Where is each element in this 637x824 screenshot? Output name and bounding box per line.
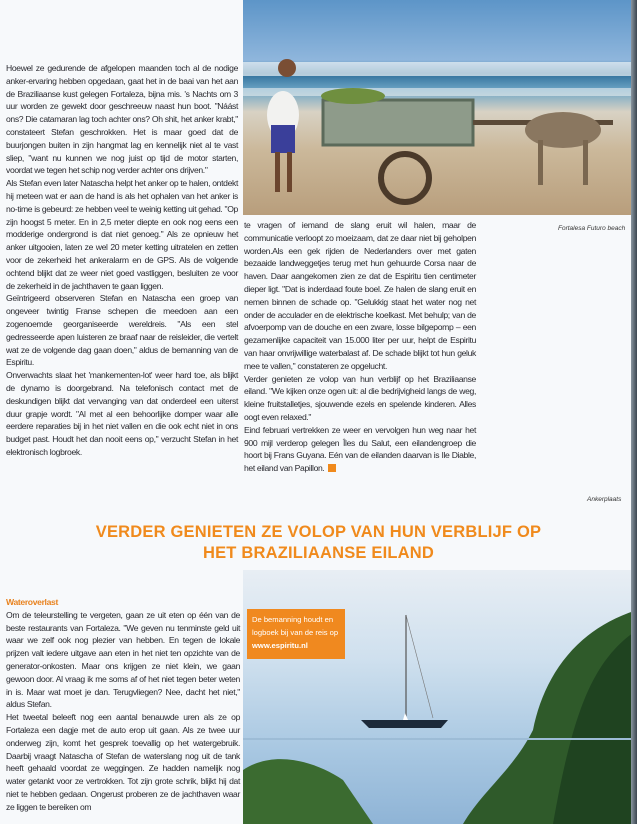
heading-line: HET BRAZILIAANSE EILAND bbox=[202, 544, 435, 562]
paragraph: Onverwachts slaat het 'mankementen-lot' weer hard toe, als blijkt de dynamo is doorgebrand. Na telefonisch contact met de deskundigen blijkt dat vervanging van dat onderdeel een uiterst duur grapje wordt. "Al met al een behoorlijke domper waar alle eerdere reparaties bij in het niet vallen en die ook echt niet in ons budget past. Houdt het dan nooit eens op," verzucht Stefan in het elektronisch logbroek. bbox=[6, 370, 238, 457]
paragraph: Verder genieten ze volop van hun verblijf op het Braziliaanse eiland. "We kijken onze ogen uit: al die bedrijvigheid langs de weg, kleine fruitstalletjes, sjouwende ezels en spelende kinderen. Alles oogt even relaxed." bbox=[244, 373, 476, 422]
paragraph: Geïntrigeerd observeren Stefan en Natascha een groep van ongeveer twintig Franse schepen die meedoen aan een zogenoemde georganiseerde wereldreis. "Als een stel gedresseerde apen luisteren ze braaf naar de reisleider, die vertelt wat ze de volgende dag gaan doen," aldus de bemanning van de Espiritu. bbox=[6, 293, 238, 368]
pull-quote-heading bbox=[0, 522, 637, 564]
website-link[interactable]: www.espiritu.nl bbox=[252, 641, 308, 650]
paragraph: Eind februari vertrekken ze weer en vervolgen hun weg naar het 900 mijl verderop gelegen Îles du Salut, een eilandengroep die hoort bij Frans Guyana. Eén van de eilanden daarvan is Ile Diable, het eiland van Papillon. bbox=[244, 424, 476, 474]
paragraph: Hoewel ze gedurende de afgelopen maanden toch al de nodige anker-ervaring hebben opgedaan, gaat het in de baai van het aan de Braziliaanse kust gelegen Fortaleza, bijna mis. 's Nachts om 3 uur worden ze gewekt door geschreeuw naast hun boot. "Náást ons? Die catamaran lag toch achter ons? Oh shit, het anker krabt," constateert Stefan geschrokken. Het is maar goed dat de buurjongen buiten in zijn hangmat lag en kennelijk niet al te vast sliep, "want nu kunnen we nog juist op tijd de motor starten, voordat we tegen het schip nog verder achter ons drijven." bbox=[6, 63, 238, 176]
photo-caption: Fortalesa Futuro beach bbox=[558, 225, 626, 232]
paragraph: Het tweetal beleeft nog een aantal benauwde uren als ze op Fortaleza een dagje met de auto erop uit gaan. Als ze twee uur onderweg zijn, komt het gesprek toevallig op het watergebruik. Daarbij vraagt Natascha of Stefan de waterslang nog uit de tank heeft gehaald voordat ze weggingen. Ze hadden namelijk nog water getankt voor ze vertrokken. Tot zijn grote schrik, blijkt hij dat niet te hebben gedaan. Ongerust proberen ze de jachthaven waar ze liggen te bereiken om bbox=[6, 712, 240, 812]
subheading: Wateroverlast bbox=[6, 597, 58, 607]
photo-illustration bbox=[243, 0, 631, 215]
heading-line: VERDER GENIETEN ZE VOLOP VAN HUN VERBLIJF OP bbox=[95, 523, 542, 541]
article-column-3 bbox=[6, 596, 240, 814]
photo-caption: Ankerplaats bbox=[587, 496, 622, 503]
article-column-2 bbox=[244, 219, 476, 475]
paragraph: Als Stefan even later Natascha helpt het anker op te halen, ontdekt hij meteen wat er aan de hand is als het ophalen van het anker is no-time is gebeurd: ze hebben veel te weinig ketting uit gehad. "Op zijn hoogst 5 meter. En in 2,5 meter diepte en ook nog eens een modderige ondergrond is dat niet genoeg." Als ze opnieuw het anker uitgooien, laten ze wel 20 meter ketting uitratelen en zetten voor de zekerheid het ankeralarm en de GPS. Als de volgende ochtend blijkt dat ze weer niet goed vastliggen, besluiten ze voor de zekerheid in de jachthaven te gaan liggen. bbox=[6, 178, 238, 291]
article-column-1 bbox=[6, 62, 238, 459]
info-box bbox=[247, 609, 345, 659]
end-mark-icon bbox=[328, 464, 336, 472]
paragraph: Om de teleurstelling te vergeten, gaan ze uit eten op één van de beste restaurants van Fortaleza. "We geven nu tenminste geld uit waar we zelf ook nog plezier van hebben. En tegen de lokale prijzen valt iedere uitgave aan eten in het niet ten opzichte van de generator-onkosten. Maar ons krijgen ze niet klein, we gaan gewoon door. Al vraag ik me soms af of het niet tegen beter weten in is. Maar wat moet je dan. Terugvliegen? Nee, dacht het niet," aldus Stefan. bbox=[6, 609, 240, 710]
page-edge bbox=[631, 0, 637, 824]
paragraph: te vragen of iemand de slang eruit wil halen, maar de communicatie verloopt zo moeizaam, dat ze daar niet bij geholpen worden.Als een gek rijden de Nederlanders over met gaten bezaaide landweggetjes terug met hun gehuurde Corsa naar de haven. Daar aangekomen zien ze dat de Espiritu tien centimeter dieper ligt. "Dat is inderdaad foute boel. Ze halen de slang eruit en nemen binnen de schade op. "Gelukkig staat het water nog net onder de acculader en de elektrische koelkast. Met behulp; van de afvoerpomp van de douche en een zware, losse bilgepomp – een gezamenlijke capaciteit van 15.000 liter per uur, helpt de Espiritu van haar onvrijwillige waterbalast af. De schade blijkt tot hun geluk mee te vallen," constateren ze opgelucht. bbox=[244, 220, 476, 371]
info-box-text: De bemanning houdt en logboek bij van de reis op bbox=[252, 615, 339, 637]
beach-donkey-cart-photo bbox=[243, 0, 631, 215]
